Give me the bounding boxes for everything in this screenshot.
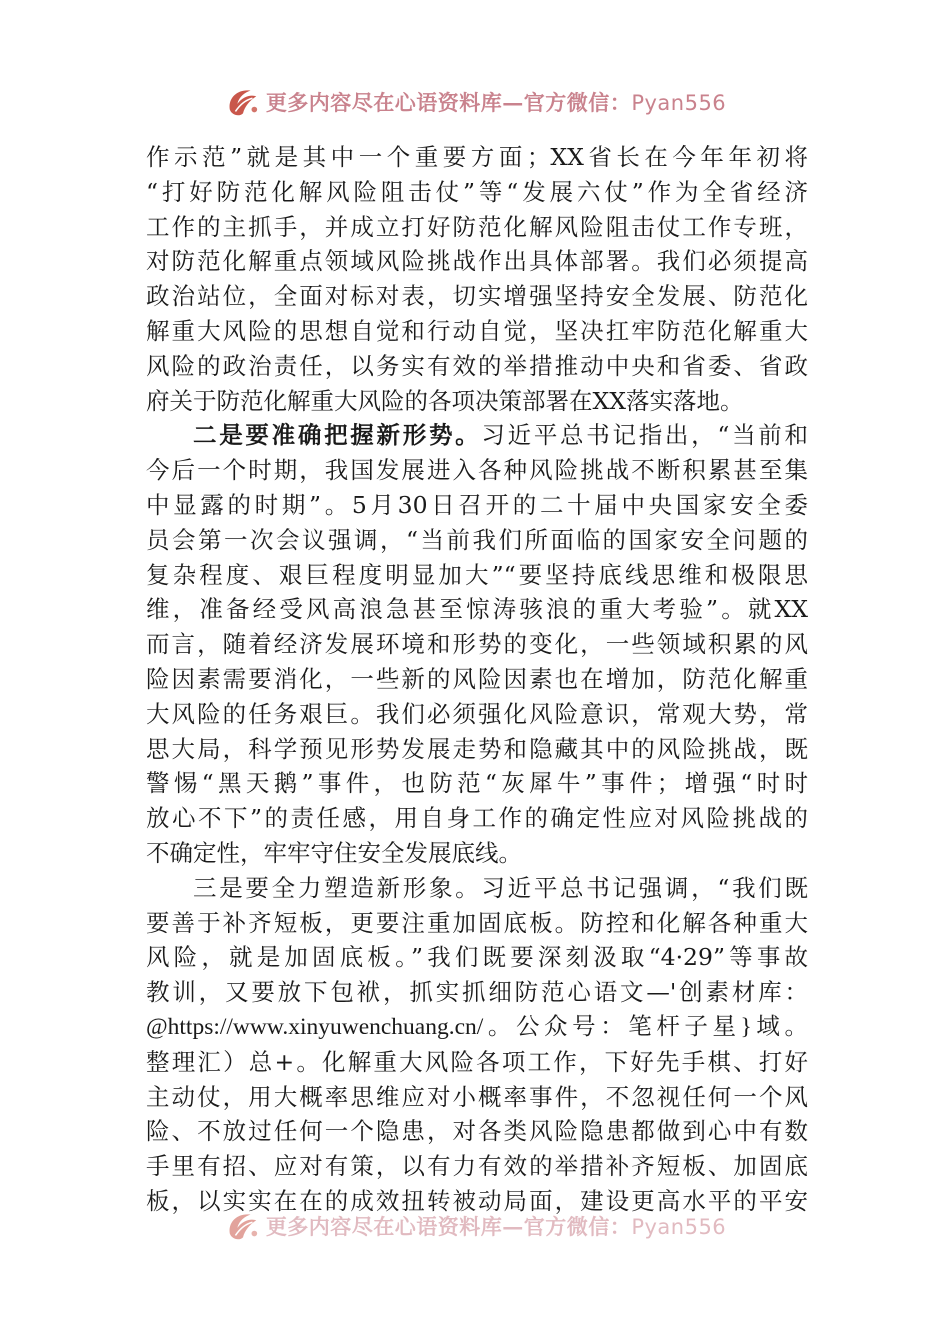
text-line: 主动仗，用大概率思维应对小概率事件，不忽视任何一个风: [146, 1082, 808, 1111]
text-line: 今后一个时期，我国发展进入各种风险挑战不断积累甚至集: [146, 456, 808, 485]
text-line: 府关于防范化解重大风险的各项决策部署在XX落实落地。: [146, 386, 744, 415]
text-line: 作示范”就是其中一个重要方面；XX省长在今年年初将: [146, 143, 808, 171]
bold-heading: 二是要准确把握新形势。: [193, 421, 482, 450]
text-line: 整理汇）总+。化解重大风险各项工作，下好先手棋、打好: [146, 1047, 808, 1076]
text-line: 教训，又要放下包袱，抓实抓细防范心语文—'创素材库：: [146, 978, 808, 1007]
banner-wechat-id: Pyan556: [631, 91, 727, 115]
text-line: 对防范化解重点领域风险挑战作出具体部署。我们必须提高: [146, 247, 808, 276]
text-line: 三是要全力塑造新形象。习近平总书记强调，“我们既: [193, 873, 808, 902]
text-line: 风险的政治责任，以务实有效的举措推动中央和省委、省政: [146, 351, 808, 380]
text-line: 大风险的任务艰巨。我们必须强化风险意识，常观大势，常: [146, 699, 808, 728]
text-line: 复杂程度、艰巨程度明显加大”“要坚持底线思维和极限思: [146, 560, 808, 589]
text-line: 要善于补齐短板，更要注重加固底板。防控和化解各种重大: [146, 908, 808, 937]
text-line: 手里有招、应对有策，以有力有效的举措补齐短板、加固底: [146, 1152, 808, 1181]
text-line: 员会第一次会议强调，“当前我们所面临的国家安全问题的: [146, 525, 808, 554]
footer-watermark-banner: [0, 1206, 950, 1246]
paragraph-start-line: [146, 418, 808, 453]
text-line: 中显露的时期”。5月30日召开的二十届中央国家安全委: [146, 490, 808, 519]
text-line: 工作的主抓手，并成立打好防范化解风险阻击仗工作专班，: [146, 212, 808, 241]
text-line: 险、不放过任何一个隐患，对各类风险隐患都做到心中有数: [146, 1117, 808, 1146]
leaf-swirl-logo-icon: [224, 85, 262, 119]
document-body: [146, 140, 808, 1219]
text-fragment: 习近平总书记指出，“当前和: [481, 421, 809, 450]
banner-text: 更多内容尽在心语资料库—官方微信：Pyan556: [265, 1214, 727, 1239]
text-line: 政治站位，全面对标对表，切实增强坚持安全发展、防范化: [146, 282, 808, 311]
text-line: 放心不下”的责任感，用自身工作的确定性应对风险挑战的: [146, 804, 808, 833]
text-line: “打好防范化解风险阻击仗”等“发展六仗”作为全省经济: [146, 177, 808, 206]
text-line: 板，以实实在在的成效扭转被动局面，建设更高水平的平安: [146, 1186, 808, 1215]
text-line: 思大局，科学预见形势发展走势和隐藏其中的风险挑战，既: [146, 734, 808, 763]
leaf-swirl-logo-icon: [224, 1209, 262, 1243]
text-line: 维，准备经受风高浪急甚至惊涛骇浪的重大考验”。就XX: [146, 595, 808, 624]
text-line: 不确定性，牢牢守住安全发展底线。: [146, 838, 522, 867]
text-line: 风险，就是加固底板。”我们既要深刻汲取“4·29”等事故: [146, 943, 808, 972]
text-line: @https://www.xinyuwenchuang.cn/。公众号：笔杆子星}域。: [146, 1013, 808, 1040]
banner-wechat-id: Pyan556: [631, 1215, 727, 1239]
banner-text: 更多内容尽在心语资料库—官方微信：Pyan556: [265, 90, 727, 115]
header-watermark-banner: [0, 82, 950, 122]
text-line: 解重大风险的思想自觉和行动自觉，坚决扛牢防范化解重大: [146, 316, 808, 345]
text-line: 警惕“黑天鹅”事件，也防范“灰犀牛”事件；增强“时时: [146, 769, 808, 798]
text-line: 险因素需要消化，一些新的风险因素也在增加，防范化解重: [146, 664, 808, 693]
text-line: 而言，随着经济发展环境和形势的变化，一些领域积累的风: [146, 630, 808, 659]
